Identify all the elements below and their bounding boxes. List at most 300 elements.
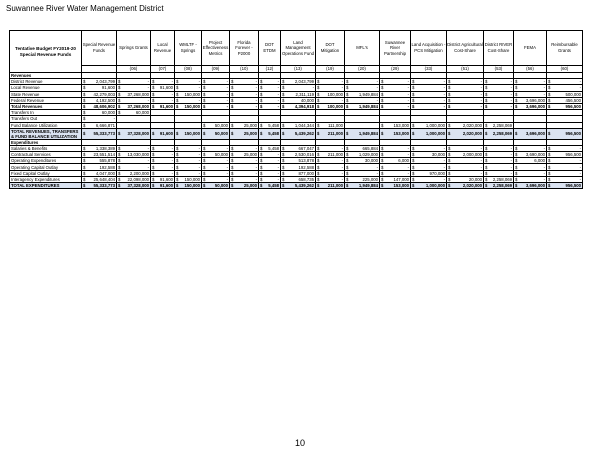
cell-value: 2,311,119 — [295, 91, 314, 97]
currency-sign: $ — [260, 145, 263, 151]
cell-value: - — [407, 91, 409, 97]
currency-sign: $ — [83, 131, 86, 137]
currency-sign: $ — [203, 104, 206, 110]
currency-sign: $ — [548, 104, 551, 110]
table-cell — [82, 183, 117, 189]
currency-sign: $ — [282, 91, 285, 97]
column-code: (60) — [547, 66, 583, 73]
cell-value: 1,338,389 — [95, 145, 115, 151]
currency-sign: $ — [83, 176, 86, 182]
cell-value: 555,878 — [99, 158, 115, 164]
cell-value: - — [341, 176, 343, 182]
currency-sign: $ — [485, 104, 488, 110]
currency-sign: $ — [176, 183, 179, 189]
cell-value: - — [277, 158, 279, 164]
currency-sign: $ — [381, 183, 384, 189]
table-cell — [547, 128, 583, 139]
currency-sign: $ — [317, 183, 320, 189]
cell-value: - — [226, 164, 228, 170]
row-label: Revenues — [10, 73, 82, 79]
cell-value: 2,258,069 — [492, 183, 512, 189]
row-label: Local Revenue — [10, 85, 82, 91]
table-cell — [411, 183, 447, 189]
cell-value: - — [277, 91, 279, 97]
cell-value: 1,029,000 — [358, 152, 378, 158]
currency-sign: $ — [260, 97, 263, 103]
currency-sign: $ — [282, 164, 285, 170]
cell-value: - — [376, 97, 378, 103]
table-row — [10, 122, 583, 128]
currency-sign: $ — [515, 170, 518, 176]
column-code: (10) — [230, 66, 259, 73]
cell-value: - — [255, 164, 257, 170]
currency-sign: $ — [381, 164, 384, 170]
currency-sign: $ — [346, 97, 349, 103]
currency-sign: $ — [176, 79, 179, 85]
currency-sign: $ — [412, 176, 415, 182]
cell-value: 30,000 — [364, 158, 378, 164]
currency-sign: $ — [448, 170, 451, 176]
currency-sign: $ — [548, 183, 551, 189]
cell-value: - — [171, 145, 173, 151]
cell-value: - — [255, 170, 257, 176]
cell-value: 150,000 — [184, 131, 200, 137]
currency-sign: $ — [118, 85, 121, 91]
currency-sign: $ — [485, 97, 488, 103]
currency-sign: $ — [346, 152, 349, 158]
cell-value: - — [171, 91, 173, 97]
table-cell — [345, 128, 380, 139]
cell-value: 211,000 — [327, 183, 343, 189]
cell-value: - — [510, 152, 512, 158]
cell-value: - — [510, 97, 512, 103]
cell-value: - — [443, 164, 445, 170]
cell-value: - — [510, 91, 512, 97]
cell-value: 50,000 — [214, 152, 228, 158]
cell-value: 50,000 — [214, 122, 228, 128]
currency-sign: $ — [118, 152, 121, 158]
currency-sign: $ — [176, 164, 179, 170]
cell-value: 37,328,000 — [127, 183, 149, 189]
cell-value: 2,000,000 — [462, 152, 482, 158]
cell-value: 1,949,884 — [358, 91, 378, 97]
currency-sign: $ — [118, 110, 121, 116]
cell-value: - — [579, 85, 581, 91]
column-header: DOT ETDM — [259, 31, 281, 66]
row-label: Transfers Out — [10, 116, 82, 122]
cell-value: 91,600 — [159, 183, 173, 189]
cell-value: - — [226, 85, 228, 91]
cell-value: - — [510, 164, 512, 170]
currency-sign: $ — [317, 122, 320, 128]
cell-value: - — [579, 79, 581, 85]
currency-sign: $ — [346, 79, 349, 85]
cell-value: - — [277, 152, 279, 158]
currency-sign: $ — [83, 145, 86, 151]
cell-value: - — [277, 170, 279, 176]
cell-value: - — [198, 170, 200, 176]
currency-sign: $ — [412, 91, 415, 97]
cell-value: 5,458 — [268, 183, 279, 189]
cell-value: - — [226, 97, 228, 103]
cell-value: 37,268,000 — [127, 91, 149, 97]
cell-value: 5,458 — [268, 131, 279, 137]
currency-sign: $ — [203, 158, 206, 164]
cell-value: 25,000 — [243, 122, 257, 128]
cell-value: - — [255, 104, 257, 110]
cell-value: - — [443, 145, 445, 151]
currency-sign: $ — [448, 104, 451, 110]
cell-value: 513,878 — [298, 158, 314, 164]
currency-sign: $ — [485, 131, 488, 137]
currency-sign: $ — [176, 176, 179, 182]
currency-sign: $ — [203, 176, 206, 182]
cell-value: 153,000 — [393, 131, 409, 137]
cell-value: 25,000 — [243, 183, 257, 189]
cell-value: 100,000 — [327, 91, 343, 97]
cell-value: - — [312, 85, 314, 91]
cell-value: - — [198, 85, 200, 91]
cell-value: - — [510, 85, 512, 91]
column-code: (09) — [202, 66, 230, 73]
currency-sign: $ — [118, 164, 121, 170]
currency-sign: $ — [448, 97, 451, 103]
column-code: (53) — [484, 66, 514, 73]
row-label: Operating Expenditures — [10, 158, 82, 164]
currency-sign: $ — [203, 152, 206, 158]
currency-sign: $ — [83, 164, 86, 170]
cell-value: 2,043,799 — [294, 79, 314, 85]
currency-sign: $ — [203, 164, 206, 170]
currency-sign: $ — [152, 164, 155, 170]
column-code: (19) — [316, 66, 345, 73]
cell-value: 970,000 — [429, 170, 445, 176]
column-header: MFL's — [345, 31, 380, 66]
table-row — [10, 128, 583, 139]
currency-sign: $ — [381, 97, 384, 103]
cell-value: - — [255, 79, 257, 85]
cell-value: - — [543, 170, 545, 176]
currency-sign: $ — [381, 158, 384, 164]
cell-value: 5,439,262 — [294, 131, 314, 137]
cell-value: - — [407, 152, 409, 158]
currency-sign: $ — [346, 183, 349, 189]
table-title: Tentative Budget FY2019-20 Special Revenue Funds — [10, 31, 82, 73]
cell-value: - — [147, 145, 149, 151]
currency-sign: $ — [346, 176, 349, 182]
currency-sign: $ — [282, 176, 285, 182]
cell-value: - — [480, 158, 482, 164]
currency-sign: $ — [412, 131, 415, 137]
header-row — [10, 31, 583, 66]
table-cell — [151, 176, 175, 182]
cell-value: 153,000 — [393, 183, 409, 189]
currency-sign: $ — [412, 85, 415, 91]
currency-sign: $ — [515, 91, 518, 97]
currency-sign: $ — [548, 131, 551, 137]
cell-value: 2,258,069 — [492, 131, 512, 137]
cell-value: - — [226, 79, 228, 85]
cell-value: - — [543, 85, 545, 91]
currency-sign: $ — [118, 79, 121, 85]
currency-sign: $ — [152, 158, 155, 164]
cell-value: - — [198, 97, 200, 103]
currency-sign: $ — [83, 79, 86, 85]
currency-sign: $ — [548, 97, 551, 103]
cell-value: - — [480, 91, 482, 97]
cell-value: - — [579, 145, 581, 151]
column-header: Suwannee River Partnership — [380, 31, 411, 66]
currency-sign: $ — [118, 176, 121, 182]
currency-sign: $ — [231, 158, 234, 164]
table-cell — [316, 183, 345, 189]
currency-sign: $ — [83, 170, 86, 176]
cell-value: 3,696,000 — [525, 131, 545, 137]
cell-value: - — [376, 170, 378, 176]
cell-value: - — [226, 176, 228, 182]
currency-sign: $ — [412, 122, 415, 128]
cell-value: 956,500 — [565, 104, 581, 110]
currency-sign: $ — [412, 104, 415, 110]
cell-value: 150,000 — [184, 104, 200, 110]
currency-sign: $ — [231, 164, 234, 170]
currency-sign: $ — [152, 145, 155, 151]
currency-sign: $ — [485, 183, 488, 189]
row-label: Total Revenues — [10, 103, 82, 109]
currency-sign: $ — [83, 116, 86, 122]
cell-value: - — [277, 176, 279, 182]
organization-name: Suwannee River Water Management District — [6, 4, 164, 13]
cell-value: - — [147, 164, 149, 170]
currency-sign: $ — [260, 183, 263, 189]
currency-sign: $ — [381, 91, 384, 97]
cell-value: - — [255, 145, 257, 151]
cell-value: 91,600 — [159, 85, 173, 91]
currency-sign: $ — [448, 183, 451, 189]
table-cell — [281, 128, 316, 139]
cell-value: 500,000 — [565, 91, 581, 97]
cell-value: 225,000 — [362, 176, 378, 182]
table-cell — [175, 128, 202, 139]
currency-sign: $ — [412, 145, 415, 151]
cell-value: - — [480, 79, 482, 85]
currency-sign: $ — [282, 97, 285, 103]
cell-value: 30,000 — [431, 152, 445, 158]
page-number: 10 — [294, 438, 305, 448]
cell-value: 25,648,404 — [93, 176, 115, 182]
cell-value: 60,000 — [135, 110, 149, 116]
cell-value: 25,000 — [243, 131, 257, 137]
table-cell — [151, 85, 175, 91]
currency-sign: $ — [412, 164, 415, 170]
currency-sign: $ — [152, 97, 155, 103]
cell-value: - — [171, 158, 173, 164]
currency-sign: $ — [317, 145, 320, 151]
cell-value: 211,000 — [327, 131, 343, 137]
currency-sign: $ — [485, 158, 488, 164]
cell-value: - — [480, 104, 482, 110]
cell-value: - — [376, 79, 378, 85]
cell-value: 2,258,069 — [492, 176, 512, 182]
cell-value: - — [579, 164, 581, 170]
currency-sign: $ — [282, 170, 285, 176]
currency-sign: $ — [176, 145, 179, 151]
currency-sign: $ — [412, 183, 415, 189]
cell-value: 37,268,000 — [127, 104, 149, 110]
row-label: Expenditures — [10, 139, 82, 145]
cell-value: 91,600 — [159, 104, 173, 110]
cell-value: 5,439,262 — [294, 183, 314, 189]
cell-value: 5,458 — [268, 145, 279, 151]
table-cell — [151, 183, 175, 189]
currency-sign: $ — [83, 91, 86, 97]
currency-sign: $ — [485, 79, 488, 85]
cell-value: - — [341, 170, 343, 176]
cell-value: - — [510, 158, 512, 164]
currency-sign: $ — [548, 164, 551, 170]
table-cell — [345, 183, 380, 189]
cell-value: 13,030,000 — [127, 152, 149, 158]
currency-sign: $ — [381, 104, 384, 110]
cell-value: 55,333,773 — [93, 131, 115, 137]
currency-sign: $ — [203, 131, 206, 137]
cell-value: - — [277, 97, 279, 103]
cell-value: 2,020,000 — [462, 122, 482, 128]
currency-sign: $ — [346, 158, 349, 164]
cell-value: - — [443, 85, 445, 91]
cell-value: 153,000 — [393, 122, 409, 128]
row-label: Fixed Capital Outlay — [10, 170, 82, 176]
currency-sign: $ — [260, 91, 263, 97]
row-label: State Revenue — [10, 91, 82, 97]
currency-sign: $ — [203, 97, 206, 103]
currency-sign: $ — [260, 170, 263, 176]
cell-value: - — [171, 164, 173, 170]
cell-value: - — [579, 158, 581, 164]
cell-value: - — [147, 158, 149, 164]
cell-value: 6,666,871 — [95, 122, 115, 128]
currency-sign: $ — [282, 79, 285, 85]
currency-sign: $ — [346, 170, 349, 176]
row-label: Operating Capital Outlay — [10, 164, 82, 170]
currency-sign: $ — [515, 79, 518, 85]
table-cell — [484, 183, 514, 189]
currency-sign: $ — [282, 158, 285, 164]
currency-sign: $ — [485, 85, 488, 91]
cell-value: 877,000 — [298, 170, 314, 176]
currency-sign: $ — [412, 152, 415, 158]
cell-value: - — [443, 97, 445, 103]
cell-value: - — [510, 145, 512, 151]
row-label: Salaries & Benefits — [10, 145, 82, 151]
currency-sign: $ — [381, 145, 384, 151]
currency-sign: $ — [282, 85, 285, 91]
currency-sign: $ — [260, 158, 263, 164]
cell-value: 55,333,773 — [93, 183, 115, 189]
currency-sign: $ — [176, 85, 179, 91]
currency-sign: $ — [83, 122, 86, 128]
currency-sign: $ — [118, 145, 121, 151]
cell-value: - — [226, 145, 228, 151]
cell-value: 3,690,000 — [525, 152, 545, 158]
cell-value: - — [480, 85, 482, 91]
currency-sign: $ — [118, 183, 121, 189]
cell-value: 1,949,884 — [358, 131, 378, 137]
currency-sign: $ — [118, 170, 121, 176]
currency-sign: $ — [282, 183, 285, 189]
cell-value: - — [113, 116, 115, 122]
cell-value: - — [226, 170, 228, 176]
currency-sign: $ — [176, 104, 179, 110]
cell-value: 3,696,000 — [525, 97, 545, 103]
currency-sign: $ — [548, 91, 551, 97]
cell-value: - — [376, 164, 378, 170]
cell-value: 40,000 — [300, 97, 314, 103]
cell-value: - — [171, 170, 173, 176]
cell-value: - — [443, 91, 445, 97]
currency-sign: $ — [412, 170, 415, 176]
column-code: (12) — [259, 66, 281, 73]
currency-sign: $ — [260, 131, 263, 137]
currency-sign: $ — [231, 131, 234, 137]
currency-sign: $ — [515, 176, 518, 182]
cell-value: - — [341, 79, 343, 85]
currency-sign: $ — [231, 85, 234, 91]
currency-sign: $ — [83, 104, 86, 110]
row-label: District Revenue — [10, 79, 82, 85]
currency-sign: $ — [448, 176, 451, 182]
currency-sign: $ — [346, 91, 349, 97]
cell-value: - — [480, 170, 482, 176]
currency-sign: $ — [548, 145, 551, 151]
currency-sign: $ — [381, 85, 384, 91]
cell-value: 2,020,000 — [462, 131, 482, 137]
currency-sign: $ — [83, 85, 86, 91]
cell-value: 2,200,000 — [129, 170, 149, 176]
cell-value: - — [277, 104, 279, 110]
currency-sign: $ — [317, 152, 320, 158]
budget-table — [9, 30, 583, 189]
currency-sign: $ — [515, 131, 518, 137]
currency-sign: $ — [118, 131, 121, 137]
cell-value: 4,394,918 — [294, 104, 314, 110]
currency-sign: $ — [515, 104, 518, 110]
table-cell — [230, 183, 259, 189]
header-code-row — [10, 66, 583, 73]
cell-value: - — [255, 176, 257, 182]
currency-sign: $ — [346, 145, 349, 151]
currency-sign: $ — [317, 97, 320, 103]
row-label: Federal Revenue — [10, 97, 82, 103]
column-header: WMLTF - Springs — [175, 31, 202, 66]
currency-sign: $ — [548, 158, 551, 164]
currency-sign: $ — [448, 122, 451, 128]
currency-sign: $ — [152, 79, 155, 85]
column-header: Land Acquisition - PCS Mitigation — [411, 31, 447, 66]
cell-value: 150,000 — [184, 176, 200, 182]
table-cell — [547, 183, 583, 189]
cell-value: 667,047 — [298, 145, 314, 151]
currency-sign: $ — [485, 145, 488, 151]
currency-sign: $ — [83, 152, 86, 158]
currency-sign: $ — [485, 164, 488, 170]
row-label: Contractual Services — [10, 152, 82, 158]
cell-value: 50,000 — [214, 183, 228, 189]
currency-sign: $ — [485, 122, 488, 128]
cell-value: 192,588 — [298, 164, 314, 170]
cell-value: - — [579, 176, 581, 182]
currency-sign: $ — [203, 85, 206, 91]
